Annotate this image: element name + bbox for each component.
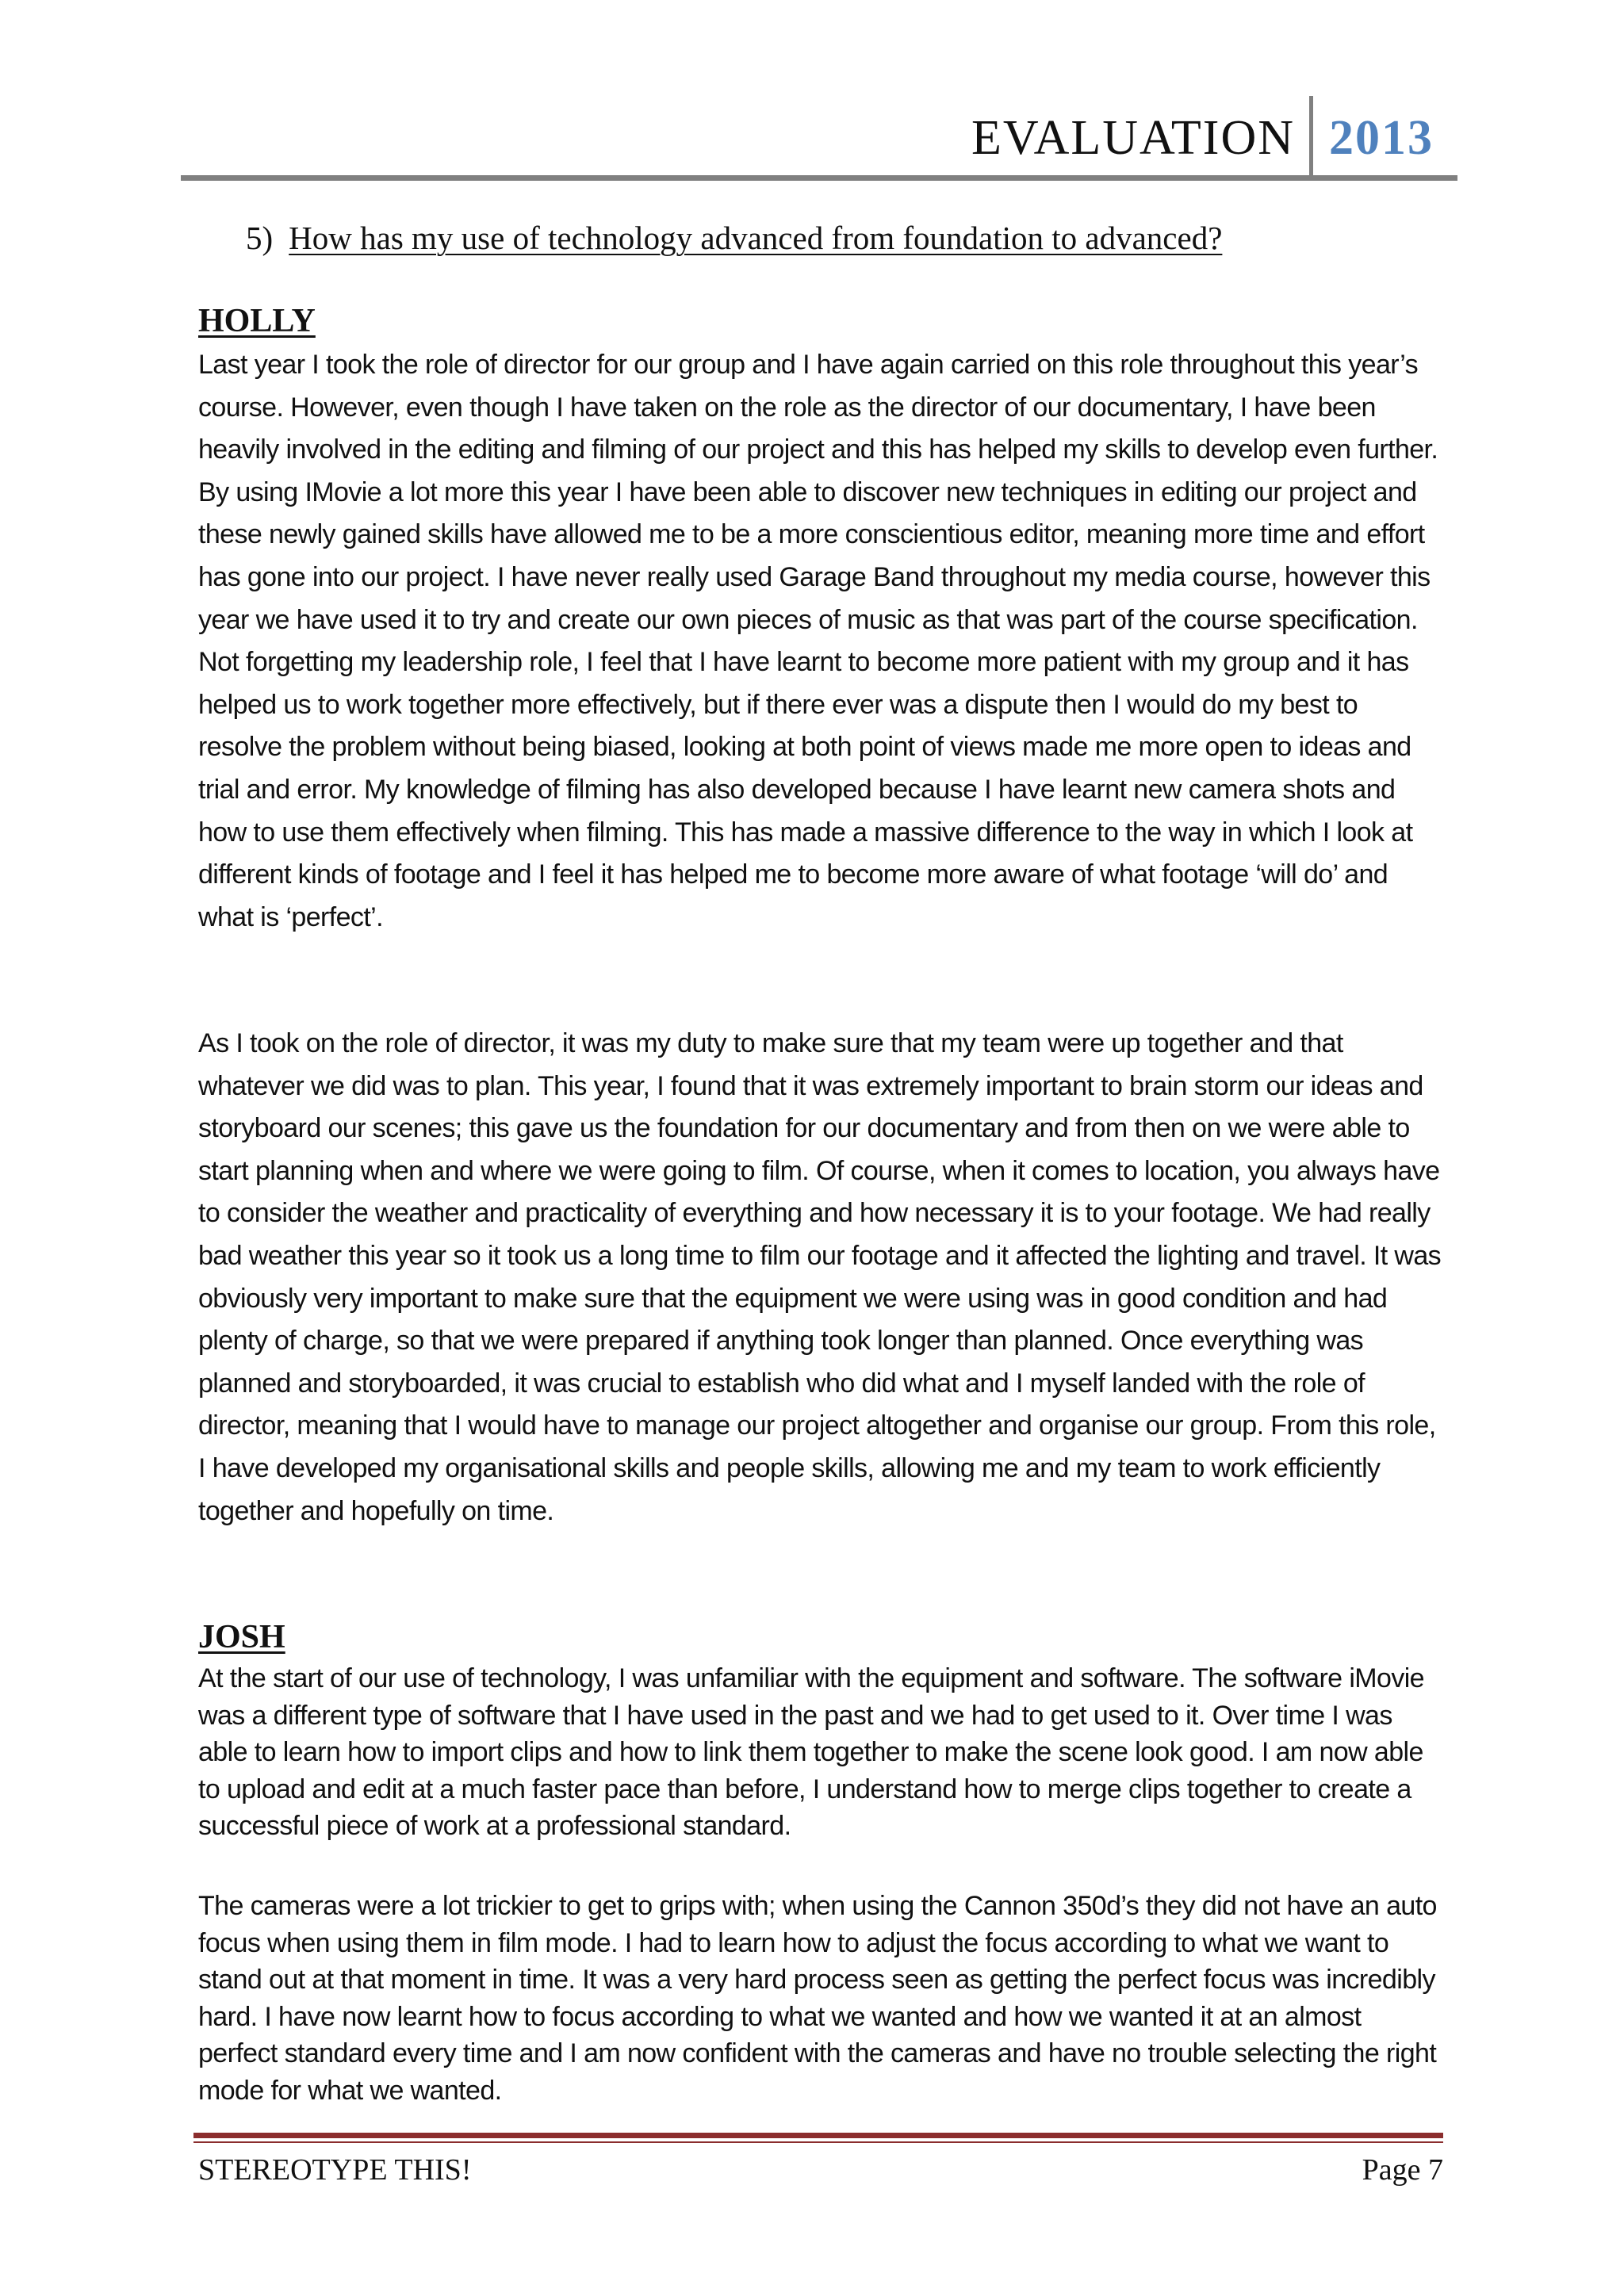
footer-rule-thin — [193, 2141, 1443, 2143]
footer-rule — [193, 2133, 1443, 2138]
footer-document-title: STEREOTYPE THIS! — [198, 2153, 472, 2187]
holly-paragraph-2: As I took on the role of director, it was my duty to make sure that my team were up together and that whatever we did was to plan. This year, I found that it was extremely important to brain storm our ideas and storyboard our scenes; this gave us the foundation for our documentary and from then on we were able to start planning when and where we were going to film. Of course, when it comes to location, you always have to consider the weather and practicality of everything and how necessary it is to your footage. We had really bad weather this year so it took us a long time to film our footage and it affected the lighting and travel. It was obviously very important to make sure that the equipment we were using was in good condition and had plenty of charge, so that we were prepared if anything took longer than planned. Once everything was planned and storyboarded, it was crucial to establish who did what and I myself landed with the role of director, meaning that I would have to manage our project altogether and organise our group. From this role, I have developed my organisational skills and people skills, allowing me and my team to work efficiently together and hopefully on time. — [198, 1028, 1442, 1526]
header-title: EVALUATION — [971, 111, 1295, 165]
section-heading-josh: JOSH — [198, 1619, 285, 1655]
header-year: 2013 — [1329, 111, 1434, 165]
holly-paragraph-1: Last year I took the role of director for our group and I have again carried on this role throughout this year’s course. However, even though I have taken on the role as the director of our documentary, I have been heavily involved in the editing and filming of our project and this has helped my skills to develop even further. By using IMovie a lot more this year I have been able to discover new techniques in editing our project and these newly gained skills have allowed me to be a more conscientious editor, meaning more time and effort has gone into our project. I have never really used Garage Band throughout my media course, however this year we have used it to try and create our own pieces of music as that was part of the course specification. Not forgetting my leadership role, I feel that I have learnt to become more patient with my group and it has helped us to work together more effectively, but if there ever was a dispute then I would do my best to resolve the problem without being biased, looking at both point of views made me more open to ideas and trial and error. My knowledge of filming has also developed because I have learnt new camera shots and how to use them effectively when filming. This has made a massive difference to the way in which I look at different kinds of footage and I feel it has helped me to become more aware of what footage ‘will do’ and what is ‘perfect’. — [198, 350, 1438, 932]
josh-paragraph-1: At the start of our use of technology, I was unfamiliar with the equipment and software. The software iMovie was a different type of software that I have used in the past and we had to get used to it. Over time I was able to learn how to import clips and how to link them together to make the scene look good. I am now able to upload and edit at a much faster pace than before, I understand how to merge clips together to create a successful piece of work at a professional standard. — [198, 1663, 1424, 1841]
question-heading — [246, 216, 1222, 260]
header-title-group — [971, 94, 1434, 175]
section-heading-holly: HOLLY — [198, 303, 316, 339]
question-number: 5) — [246, 220, 274, 256]
josh-paragraph-2: The cameras were a lot trickier to get to grips with; when using the Cannon 350d’s they did not have an auto focus when using them in film mode. I had to learn how to adjust the focus according to what we want to stand out at that moment in time. It was a very hard process seen as getting the perfect focus was incredibly hard. I have now learnt how to focus according to what we wanted and how we wanted it at an almost perfect standard every time and I am now confident with the cameras and have no trouble selecting the right mode for what we wanted. — [198, 1891, 1437, 2106]
page-header — [181, 94, 1457, 181]
header-rule — [181, 175, 1457, 181]
question-text: How has my use of technology advanced from foundation to advanced? — [289, 220, 1223, 256]
footer-page-number: Page 7 — [1362, 2153, 1443, 2187]
